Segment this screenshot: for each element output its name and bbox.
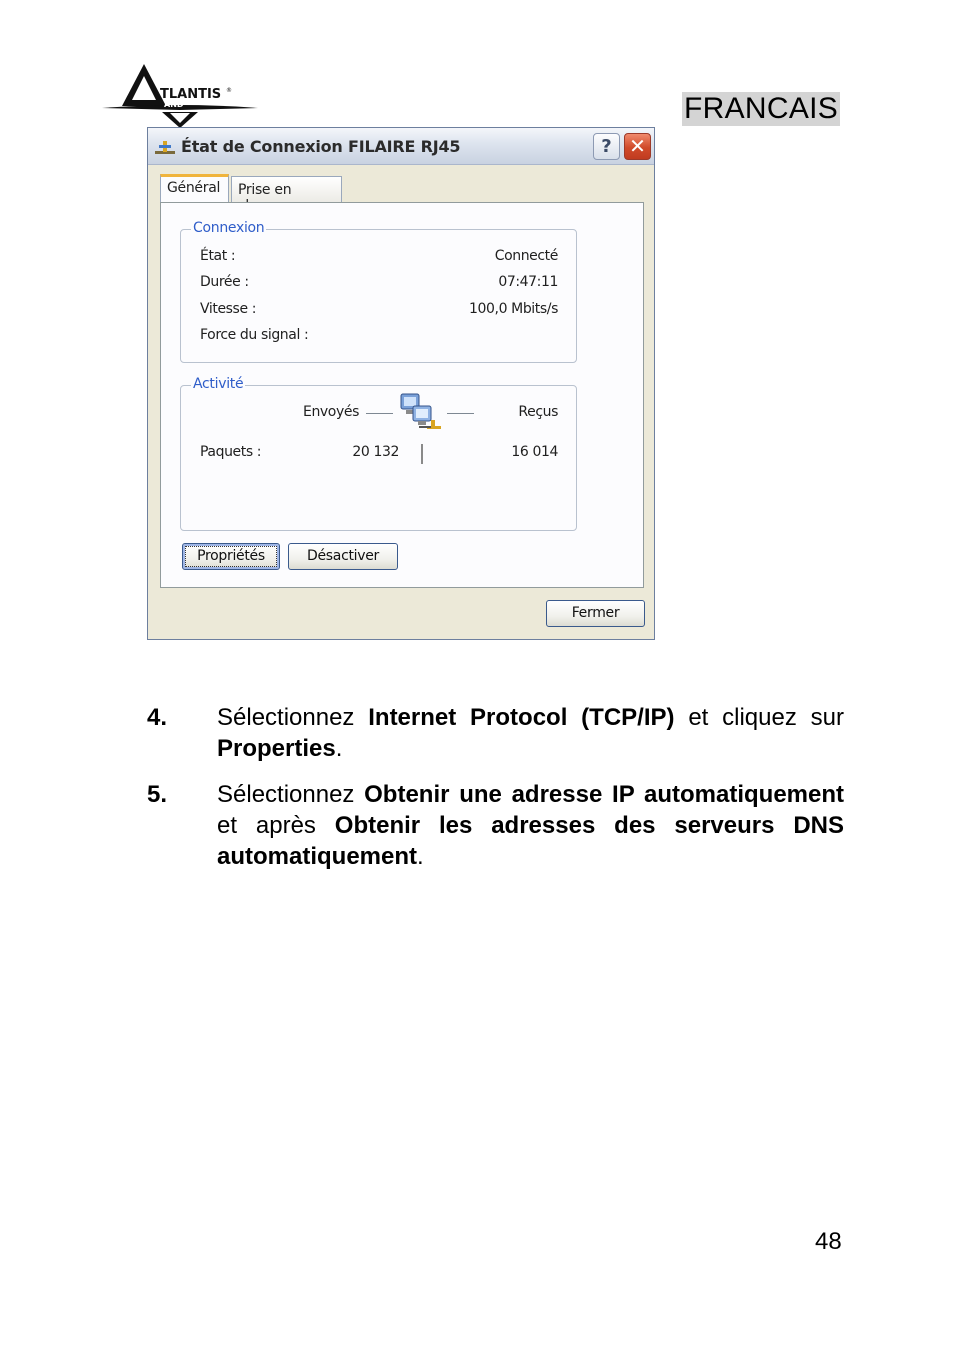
title-bar[interactable] xyxy=(148,128,654,165)
connection-group-label: Connexion xyxy=(193,220,265,236)
signal-strength-label: Force du signal : xyxy=(200,327,309,343)
step-4-text-part: . xyxy=(335,735,343,762)
packets-label: Paquets : xyxy=(200,444,262,460)
step-4-text-part: et cliquez sur xyxy=(674,704,844,731)
network-computers-icon xyxy=(397,390,443,436)
properties-button[interactable]: Propriétés xyxy=(182,543,280,570)
step-5-obtain-ip: Obtenir une adresse IP automatiquement xyxy=(364,781,844,808)
received-label: Reçus xyxy=(518,404,558,420)
tab-support[interactable]: Prise en xyxy=(231,176,342,202)
duration-label: Durée : xyxy=(200,274,249,290)
sent-line xyxy=(366,413,393,414)
svg-text:TLANTIS: TLANTIS xyxy=(160,87,222,102)
step-5-number: 5. xyxy=(147,781,168,808)
status-value: Connecté xyxy=(494,248,558,264)
close-button[interactable]: Fermer xyxy=(546,600,645,627)
step-4-number: 4. xyxy=(147,704,168,731)
atlantis-logo xyxy=(100,62,260,130)
general-tab-panel xyxy=(160,202,644,588)
step-5-text-part: Sélectionnez xyxy=(217,781,365,808)
svg-text:®: ® xyxy=(226,87,232,94)
close-window-button[interactable]: ✕ xyxy=(624,133,651,160)
packets-received-value: 16 014 xyxy=(511,444,558,460)
network-connection-icon xyxy=(154,138,176,156)
step-5-obtain-dns: Obtenir les adresses des serveurs DNS automatiquement xyxy=(217,812,844,870)
page-number: 48 xyxy=(815,1228,842,1255)
step-4-text-part: Sélectionnez xyxy=(217,704,369,731)
speed-label: Vitesse : xyxy=(200,301,257,317)
step-4-internet-protocol: Internet Protocol (TCP/IP) xyxy=(368,704,675,731)
status-label: État : xyxy=(200,248,236,264)
language-label: FRANCAIS xyxy=(684,92,839,125)
tab-general[interactable]: Général xyxy=(160,174,229,202)
window-title: État de Connexion FILAIRE RJ45 xyxy=(181,137,461,156)
received-line xyxy=(447,413,474,414)
svg-text:AND: AND xyxy=(164,100,184,109)
step-4-text xyxy=(217,702,844,764)
activity-divider xyxy=(421,444,423,464)
step-4 xyxy=(147,702,844,764)
connection-group xyxy=(180,220,577,363)
step-5-text-part: et après xyxy=(217,812,335,839)
packets-sent-value: 20 132 xyxy=(352,444,399,460)
step-5-text xyxy=(217,779,844,872)
sent-label: Envoyés xyxy=(303,404,359,420)
step-5-text-part: . xyxy=(417,843,424,870)
speed-value: 100,0 Mbits/s xyxy=(469,301,558,317)
step-4-properties: Properties xyxy=(217,735,336,762)
duration-value: 07:47:11 xyxy=(498,274,558,290)
help-button[interactable]: ? xyxy=(593,133,620,160)
activity-group-label: Activité xyxy=(193,376,244,392)
disable-button[interactable]: Désactiver xyxy=(288,543,398,570)
step-5 xyxy=(147,779,844,872)
connection-status-window xyxy=(147,127,655,640)
activity-group xyxy=(180,376,577,531)
